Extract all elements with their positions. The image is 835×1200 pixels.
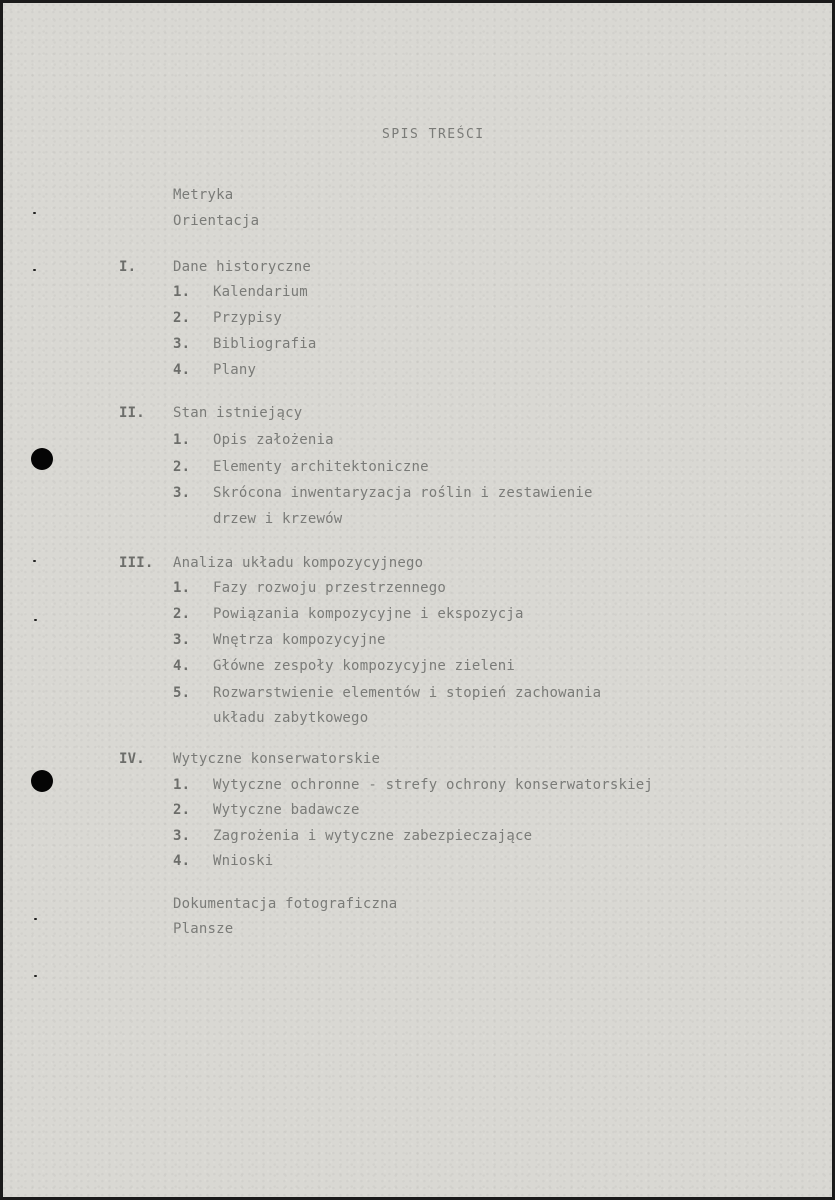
toc-item: Rozwarstwienie elementów i stopień zachowania (213, 685, 602, 701)
toc-item: Wnętrza kompozycyjne (213, 632, 386, 648)
item-number: 1. (173, 284, 191, 300)
paper-speck (34, 975, 37, 977)
toc-item: Fazy rozwoju przestrzennego (213, 580, 446, 596)
back-matter-item: Plansze (173, 921, 234, 937)
item-number: 3. (173, 632, 191, 648)
toc-item: Bibliografia (213, 336, 317, 352)
toc-item: Wnioski (213, 853, 274, 869)
punch-hole (31, 770, 53, 792)
toc-item-continuation: układu zabytkowego (213, 710, 369, 726)
item-number: 2. (173, 310, 191, 326)
item-number: 2. (173, 606, 191, 622)
toc-item: Wytyczne badawcze (213, 802, 360, 818)
paper-speck (34, 619, 37, 621)
section-numeral: II. (119, 405, 145, 421)
document-page (3, 3, 832, 1197)
item-number: 4. (173, 658, 191, 674)
item-number: 1. (173, 777, 191, 793)
toc-item: Plany (213, 362, 257, 378)
paper-speck (33, 212, 36, 214)
item-number: 4. (173, 853, 191, 869)
item-number: 3. (173, 336, 191, 352)
paper-speck (33, 269, 36, 271)
toc-item: Skrócona inwentaryzacja roślin i zestawienie (213, 485, 593, 501)
section-numeral: I. (119, 259, 137, 275)
section-title: Wytyczne konserwatorskie (173, 751, 381, 767)
toc-item: Opis założenia (213, 432, 334, 448)
item-number: 2. (173, 459, 191, 475)
item-number: 5. (173, 685, 191, 701)
toc-item: Wytyczne ochronne - strefy ochrony konserwatorskiej (213, 777, 654, 793)
item-number: 4. (173, 362, 191, 378)
item-number: 1. (173, 432, 191, 448)
toc-item: Główne zespoły kompozycyjne zieleni (213, 658, 516, 674)
section-title: Stan istniejący (173, 405, 303, 421)
item-number: 2. (173, 802, 191, 818)
punch-hole (31, 448, 53, 470)
section-numeral: IV. (119, 751, 145, 767)
toc-item-continuation: drzew i krzewów (213, 511, 343, 527)
toc-item: Kalendarium (213, 284, 308, 300)
section-numeral: III. (119, 555, 154, 571)
paper-speck (34, 918, 37, 920)
paper-speck (33, 560, 36, 562)
item-number: 1. (173, 580, 191, 596)
front-matter-item: Metryka (173, 187, 234, 203)
toc-item: Zagrożenia i wytyczne zabezpieczające (213, 828, 533, 844)
page-title: SPIS TREŚCI (382, 127, 485, 142)
toc-item: Przypisy (213, 310, 283, 326)
item-number: 3. (173, 828, 191, 844)
toc-item: Elementy architektoniczne (213, 459, 429, 475)
section-title: Dane historyczne (173, 259, 312, 275)
toc-item: Powiązania kompozycyjne i ekspozycja (213, 606, 524, 622)
back-matter-item: Dokumentacja fotograficzna (173, 896, 398, 912)
item-number: 3. (173, 485, 191, 501)
front-matter-item: Orientacja (173, 213, 260, 229)
section-title: Analiza układu kompozycyjnego (173, 555, 424, 571)
